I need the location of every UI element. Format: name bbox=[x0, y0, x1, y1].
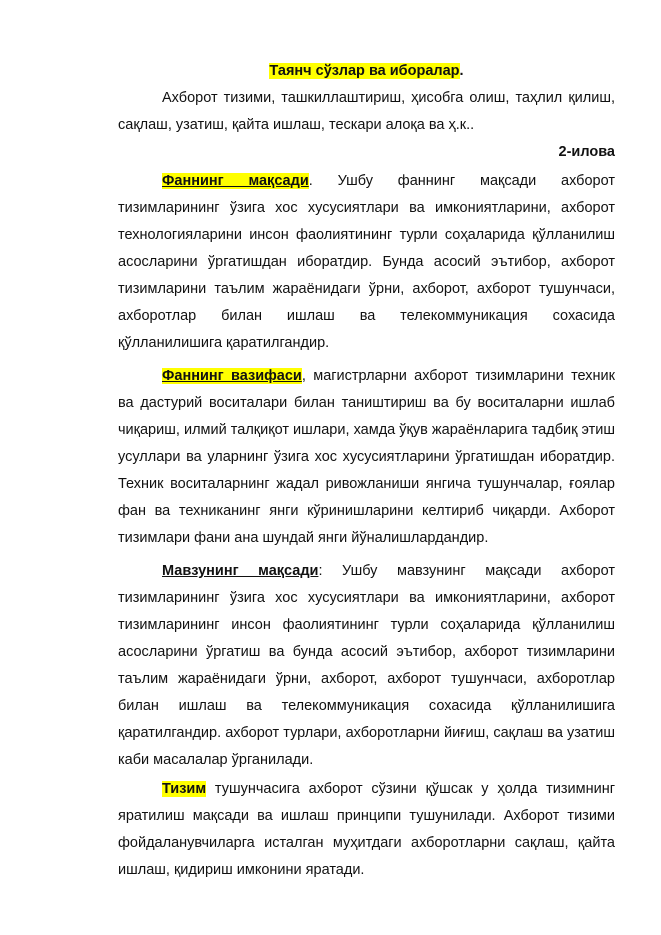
course-task-term: Фаннинг вазифаси bbox=[162, 368, 302, 384]
system-paragraph bbox=[118, 776, 615, 884]
course-goal-text: . Ушбу фаннинг мақсади ахборот тизимларининг ўзига хос хусусиятлари ва имкониятларини, ахборот технологияларини инсон фаолиятининг турли соҳаларида қўлланилиш асосларини ўргатишдан иборатдир. Бунда асосий эътибор, ахборот тизимларини таълим жараёнидаги ўрни, ахборот, ахборот тушунчаси, ахборотлар билан ишлаш ва телекоммуникация сохасида қўлланилишига қаратилгандир. bbox=[118, 173, 615, 351]
course-goal-term: Фаннинг мақсади bbox=[162, 173, 309, 189]
appendix-label: 2-илова bbox=[558, 144, 615, 160]
topic-goal-text: : Ушбу мавзунинг мақсади ахборот тизимларининг ўзига хос хусусиятлари ва имкониятларини, ахборот тизимларининг инсон фаолиятининг турли соҳаларида қўлланилиш асосларини ўргатиш ва бунда асосий эътибор, ахборот тизимларини таълим жараёнидаги ўрни, ахборот, ахборот тушунчаси, ахборотлар билан ишлаш ва телекоммуникация сохасида қўлланилишига қаратилгандир. ахборот турлари, ахборотларни йиғиш, сақлаш ва узатиш каби масалалар ўрганилади. bbox=[118, 563, 615, 768]
keywords-heading-end: . bbox=[459, 63, 464, 79]
document-page bbox=[118, 58, 615, 884]
keywords-heading bbox=[118, 58, 615, 85]
course-task-text: , магистрларни ахборот тизимларини техник ва дастурий воситалари билан таништириш ва бу воситаларни ишлаб чиқариш, илмий талқиқот ишлари, хамда ўқув жараёнларига тадбиқ этиш усуллари ва уларнинг ўзига хос хусусиятларини ўргатишдан иборатдир. Техник воситаларнинг жадал ривожланиши янгича тушунчалар, ғоялар фан ва техниканинг янги кўринишларини келтириб чиқарди. Ахборот тизимлари фани ана шундай янги йўналишлардандир. bbox=[118, 368, 616, 546]
course-task-paragraph bbox=[118, 363, 615, 552]
system-text: тушунчасига ахборот сўзини қўшсак у ҳолда тизимнинг яратилиш мақсади ва ишлаш принципи тушунилади. Ахборот тизими фойдаланувчиларга исталган муҳитдаги ахборотларни сақлаш, қайта ишлаш, қидириш имконини яратади. bbox=[118, 781, 615, 878]
system-term: Тизим bbox=[162, 781, 207, 797]
topic-goal-term: Мавзунинг мақсади bbox=[162, 563, 319, 579]
keywords-heading-term: Таянч сўзлар ва иборалар bbox=[269, 63, 460, 79]
keywords-paragraph: Ахборот тизими, ташкиллаштириш, ҳисобга олиш, таҳлил қилиш, сақлаш, узатиш, қайта ишлаш, тескари алоқа ва ҳ.к.. bbox=[118, 90, 615, 133]
course-goal-paragraph bbox=[118, 168, 615, 357]
topic-goal-paragraph bbox=[118, 558, 615, 774]
